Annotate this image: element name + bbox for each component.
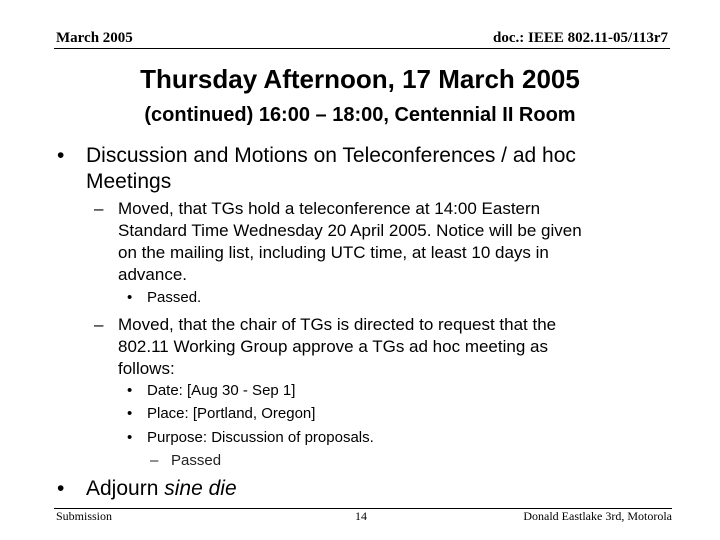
bullet-marker: • <box>127 289 133 306</box>
meeting-date: Date: [Aug 30 - Sep 1] <box>147 382 296 399</box>
bullet-line: Discussion and Motions on Teleconferences / ad hoc <box>86 144 576 167</box>
dash-marker: – <box>94 199 104 218</box>
bullet-line: Meetings <box>86 170 172 193</box>
meeting-place: Place: [Portland, Oregon] <box>147 405 316 422</box>
motion-line: on the mailing list, including UTC time, at least 10 days in <box>118 243 549 262</box>
footer-submission: Submission <box>56 509 113 523</box>
slide-title: Thursday Afternoon, 17 March 2005 <box>140 64 580 94</box>
motion-result-passed: Passed <box>171 452 222 469</box>
motion-line: Moved, that TGs hold a teleconference at 14:00 Eastern <box>118 199 541 218</box>
bullet-marker: • <box>127 405 133 422</box>
motion-result-passed: Passed. <box>147 289 202 306</box>
bullet-adjourn <box>86 476 237 502</box>
meeting-purpose: Purpose: Discussion of proposals. <box>147 429 374 446</box>
footer-author: Donald Eastlake 3rd, Motorola <box>523 509 672 523</box>
dash-marker: – <box>150 452 159 469</box>
motion-line: follows: <box>118 359 175 378</box>
header-date: March 2005 <box>56 30 133 46</box>
dash-marker: – <box>94 315 104 334</box>
motion-line: 802.11 Working Group approve a TGs ad hoc meeting as <box>118 337 548 356</box>
adjourn-italic: sine die <box>164 477 237 500</box>
motion-line: Standard Time Wednesday 20 April 2005. Notice will be given <box>118 221 582 240</box>
motion-teleconference <box>118 198 582 286</box>
bullet-marker: • <box>57 477 65 500</box>
slide-subtitle: (continued) 16:00 – 18:00, Centennial II Room <box>144 104 576 126</box>
bullet-discussion <box>86 143 576 195</box>
motion-ad-hoc-meeting <box>118 314 556 380</box>
header-rule <box>54 48 670 49</box>
page-number: 14 <box>355 509 367 523</box>
bullet-marker: • <box>127 429 133 446</box>
bullet-marker: • <box>127 382 133 399</box>
bullet-marker: • <box>57 144 65 167</box>
motion-line: advance. <box>118 265 187 284</box>
motion-line: Moved, that the chair of TGs is directed to request that the <box>118 315 557 334</box>
adjourn-text: Adjourn <box>86 477 159 500</box>
header-doc-id: doc.: IEEE 802.11-05/113r7 <box>492 30 668 46</box>
